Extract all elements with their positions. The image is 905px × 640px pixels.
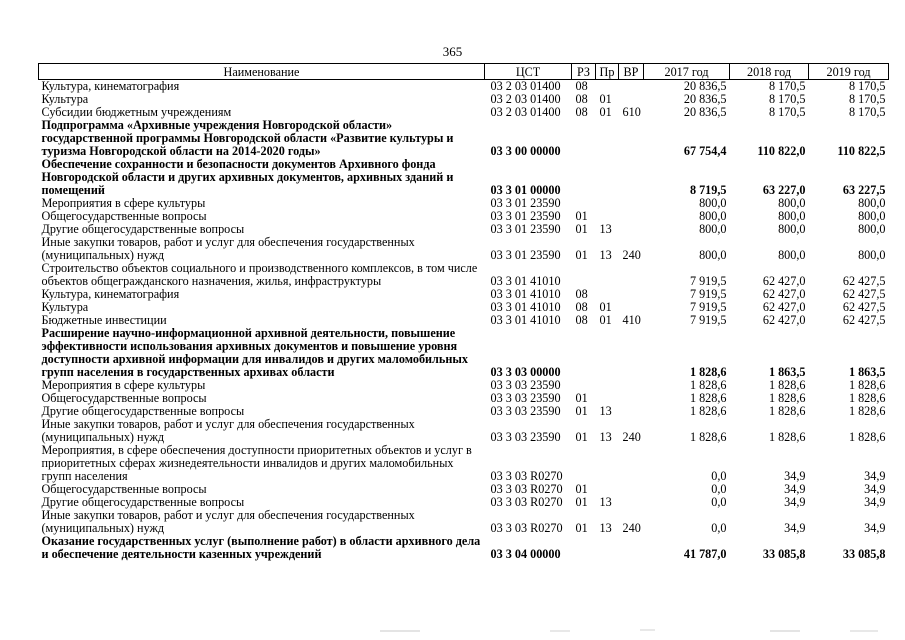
table-row [39,119,889,158]
cell-name: Строительство объектов социального и производственного комплексов, в том числе объектов общегражданского назначения, жилья, инфраструктуры [41,262,478,288]
cell-rz: 08 [575,314,588,327]
cell-rz [572,535,596,561]
cell-pr: 13 [599,405,612,418]
cell-pr: 13 [599,496,612,509]
cell-pr: 13 [599,248,612,262]
cell-2018: 62 427,0 [762,301,806,314]
cell-2018: 62 427,0 [762,288,806,301]
cell-vr: 410 [622,314,641,327]
cell-name: Оказание государственных услуг (выполнение работ) в области архивного дела и обеспечение деятельности казенных учреждений [41,535,481,561]
header-2018: 2018 год [730,64,809,80]
header-2019: 2019 год [809,64,889,80]
cell-cst: 03 2 03 01400 [490,79,561,93]
cell-rz: 08 [575,288,588,301]
cell-2018: 110 822,0 [757,144,806,158]
cell-rz [572,327,596,379]
scan-artifact-marks [380,628,880,634]
cell-pr [596,379,619,392]
table-row [39,405,889,418]
cell-pr: 13 [599,430,612,444]
cell-cst: 03 3 01 41010 [490,288,561,301]
cell-2019: 62 427,5 [842,301,886,314]
cell-pr [596,483,619,496]
cell-cst: 03 3 03 R0270 [490,521,563,535]
cell-cst: 03 3 01 41010 [490,314,561,327]
cell-rz: 08 [575,93,588,106]
cell-vr [619,483,644,496]
cell-2017: 20 836,5 [683,79,727,93]
cell-2018: 800,0 [778,248,806,262]
table-row [39,288,889,301]
cell-rz: 08 [575,79,588,93]
cell-2019: 800,0 [858,223,886,236]
cell-2019: 1 828,6 [848,430,886,444]
cell-2018: 34,9 [784,469,806,483]
cell-pr [596,535,619,561]
table-row [39,80,889,94]
cell-2019: 62 427,5 [842,314,886,327]
cell-2018: 8 170,5 [768,79,806,93]
table-row [39,262,889,288]
cell-pr: 01 [599,106,612,119]
cell-cst: 03 3 01 23590 [490,223,561,236]
cell-cst: 03 3 03 23590 [490,430,561,444]
cell-2019: 8 170,5 [848,93,886,106]
cell-vr [619,379,644,392]
cell-name: Другие общегосударственные вопросы [41,496,245,509]
cell-name: Культура [41,301,89,314]
cell-2017: 0,0 [711,469,727,483]
cell-pr [596,262,619,288]
cell-2019: 34,9 [864,496,886,509]
cell-cst: 03 3 03 23590 [490,392,561,405]
cell-name: Обеспечение сохранности и безопасности документов Архивного фонда Новгородской области и других архивных документов, архивных зданий и помещений [41,158,454,197]
table-row [39,509,889,535]
cell-pr [596,158,619,197]
table-row [39,418,889,444]
cell-name: Мероприятия в сфере культуры [41,197,206,210]
cell-pr [596,80,619,94]
cell-pr [596,444,619,483]
cell-pr: 01 [599,301,612,314]
cell-rz: 01 [575,496,588,509]
cell-rz: 01 [575,405,588,418]
cell-rz [572,262,596,288]
cell-2018: 33 085,8 [762,547,806,561]
cell-2018: 800,0 [778,210,806,223]
cell-vr: 610 [622,106,641,119]
table-row [39,210,889,223]
cell-2017: 8 719,5 [689,183,727,197]
cell-vr [619,444,644,483]
cell-name: Мероприятия в сфере культуры [41,379,206,392]
cell-2017: 1 828,6 [689,379,727,392]
table-row [39,483,889,496]
cell-2019: 1 828,6 [848,405,886,418]
cell-name: Расширение научно-информационной архивной деятельности, повышение эффективности использования архивных документов и повышение уровня доступности архивной информации для инвалидов и других маломобильных групп населения в государственных архивах области [41,327,468,379]
header-pr: Пр [596,64,619,80]
cell-vr [619,535,644,561]
cell-pr [596,327,619,379]
cell-cst: 03 3 01 23590 [490,248,561,262]
cell-name: Иные закупки товаров, работ и услуг для обеспечения государственных (муниципальных) нужд [41,418,415,444]
cell-2017: 1 828,6 [689,430,727,444]
cell-2017: 0,0 [711,521,727,535]
cell-2017: 800,0 [699,248,727,262]
cell-2019: 33 085,8 [842,547,886,561]
cell-pr [596,288,619,301]
cell-vr [619,405,644,418]
cell-cst: 03 3 01 00000 [490,183,561,197]
cell-cst: 03 3 03 R0270 [490,496,563,509]
cell-2017: 7 919,5 [689,288,727,301]
cell-name: Подпрограмма «Архивные учреждения Новгородской области» государственной программы Новгородской области «Развитие культуры и туризма Новгородской области на 2014-2020 годы» [41,119,454,158]
cell-2018: 62 427,0 [762,314,806,327]
cell-2019: 800,0 [858,248,886,262]
cell-vr [619,288,644,301]
cell-vr [619,197,644,210]
table-row [39,444,889,483]
cell-2017: 0,0 [711,483,727,496]
cell-name: Иные закупки товаров, работ и услуг для обеспечения государственных (муниципальных) нужд [41,236,415,262]
cell-rz: 08 [575,301,588,314]
cell-name: Культура, кинематография [41,288,180,301]
cell-2018: 62 427,0 [762,274,806,288]
cell-2017: 800,0 [699,223,727,236]
cell-rz: 01 [575,483,588,496]
cell-cst: 03 2 03 01400 [490,93,561,106]
table-row [39,106,889,119]
cell-2019: 1 828,6 [848,392,886,405]
cell-2018: 1 828,6 [768,405,806,418]
cell-rz [572,379,596,392]
cell-vr [619,327,644,379]
table-row [39,197,889,210]
cell-name: Мероприятия, в сфере обеспечения доступности приоритетных объектов и услуг в приоритетных сферах жизнедеятельности инвалидов и других маломобильных групп населения [41,444,472,483]
cell-pr [596,119,619,158]
cell-pr: 13 [599,223,612,236]
cell-name: Общегосударственные вопросы [41,392,207,405]
cell-2019: 800,0 [858,210,886,223]
cell-name: Общегосударственные вопросы [41,210,207,223]
cell-cst: 03 3 00 00000 [490,144,561,158]
cell-2018: 8 170,5 [768,93,806,106]
cell-cst: 03 3 01 23590 [490,197,561,210]
table-row [39,223,889,236]
cell-name: Общегосударственные вопросы [41,483,207,496]
cell-name: Другие общегосударственные вопросы [41,405,245,418]
cell-pr: 01 [599,93,612,106]
cell-2018: 1 828,6 [768,392,806,405]
cell-2017: 0,0 [711,496,727,509]
page-number: 365 [442,44,463,59]
cell-cst: 03 3 03 23590 [490,379,561,392]
cell-2017: 67 754,4 [683,144,727,158]
cell-2017: 800,0 [699,197,727,210]
cell-name: Другие общегосударственные вопросы [41,223,245,236]
cell-2018: 1 828,6 [768,379,806,392]
table-row [39,158,889,197]
cell-2018: 34,9 [784,483,806,496]
cell-2018: 63 227,0 [762,183,806,197]
cell-vr [619,80,644,94]
cell-2018: 1 828,6 [768,430,806,444]
cell-vr: 240 [622,430,641,444]
cell-name: Культура, кинематография [41,79,180,93]
cell-2017: 7 919,5 [689,274,727,288]
cell-2019: 34,9 [864,483,886,496]
cell-rz [572,158,596,197]
cell-2019: 800,0 [858,197,886,210]
table-row [39,535,889,561]
cell-2019: 1 863,5 [848,365,886,379]
budget-table [38,63,889,561]
cell-2019: 63 227,5 [842,183,886,197]
cell-pr: 01 [599,314,612,327]
cell-cst: 03 3 01 23590 [490,210,561,223]
cell-pr: 13 [599,521,612,535]
cell-rz: 01 [575,223,588,236]
cell-2017: 7 919,5 [689,314,727,327]
cell-cst: 03 3 03 00000 [490,365,561,379]
table-row [39,379,889,392]
cell-2019: 110 822,5 [837,144,886,158]
cell-vr [619,301,644,314]
cell-rz [572,197,596,210]
table-row [39,327,889,379]
cell-2018: 8 170,5 [768,106,806,119]
cell-rz: 01 [575,392,588,405]
header-rz: РЗ [572,64,596,80]
cell-vr [619,262,644,288]
cell-pr [596,210,619,223]
cell-rz [572,444,596,483]
header-name: Наименование [39,64,485,80]
cell-name: Бюджетные инвестиции [41,314,167,327]
cell-vr [619,223,644,236]
cell-vr: 240 [622,521,641,535]
cell-pr [596,392,619,405]
cell-2019: 34,9 [864,469,886,483]
table-row [39,314,889,327]
cell-2017: 41 787,0 [683,547,727,561]
cell-2018: 34,9 [784,496,806,509]
cell-vr [619,119,644,158]
cell-2017: 7 919,5 [689,301,727,314]
cell-name: Субсидии бюджетным учреждениям [41,106,232,119]
cell-2018: 1 863,5 [768,365,806,379]
table-header-row [39,64,889,80]
header-2017: 2017 год [644,64,730,80]
cell-2019: 34,9 [864,521,886,535]
table-row [39,236,889,262]
cell-2018: 34,9 [784,521,806,535]
cell-2017: 20 836,5 [683,106,727,119]
cell-cst: 03 3 04 00000 [490,547,561,561]
cell-2019: 8 170,5 [848,106,886,119]
cell-rz: 01 [575,521,588,535]
cell-2017: 20 836,5 [683,93,727,106]
cell-cst: 03 2 03 01400 [490,106,561,119]
header-cst: ЦСТ [485,64,572,80]
cell-rz: 01 [575,210,588,223]
cell-vr [619,392,644,405]
cell-name: Культура [41,93,89,106]
cell-2017: 1 828,6 [689,365,727,379]
table-row [39,93,889,106]
cell-2017: 800,0 [699,210,727,223]
cell-cst: 03 3 01 41010 [490,301,561,314]
cell-vr [619,93,644,106]
cell-cst: 03 3 01 41010 [490,274,561,288]
cell-2018: 800,0 [778,223,806,236]
cell-2017: 1 828,6 [689,405,727,418]
table-body [39,80,889,562]
cell-cst: 03 3 03 R0270 [490,469,563,483]
cell-rz [572,119,596,158]
cell-2019: 1 828,6 [848,379,886,392]
table-row [39,392,889,405]
cell-rz: 01 [575,248,588,262]
cell-vr [619,158,644,197]
cell-pr [596,197,619,210]
cell-2019: 8 170,5 [848,79,886,93]
cell-2019: 62 427,5 [842,274,886,288]
header-vr: ВР [619,64,644,80]
cell-rz: 01 [575,430,588,444]
cell-name: Иные закупки товаров, работ и услуг для обеспечения государственных (муниципальных) нужд [41,509,415,535]
table-row [39,301,889,314]
table-row [39,496,889,509]
cell-2018: 800,0 [778,197,806,210]
cell-2017: 1 828,6 [689,392,727,405]
cell-2019: 62 427,5 [842,288,886,301]
cell-vr [619,496,644,509]
cell-vr: 240 [622,248,641,262]
cell-cst: 03 3 03 R0270 [490,483,563,496]
cell-vr [619,210,644,223]
cell-rz: 08 [575,106,588,119]
cell-cst: 03 3 03 23590 [490,405,561,418]
